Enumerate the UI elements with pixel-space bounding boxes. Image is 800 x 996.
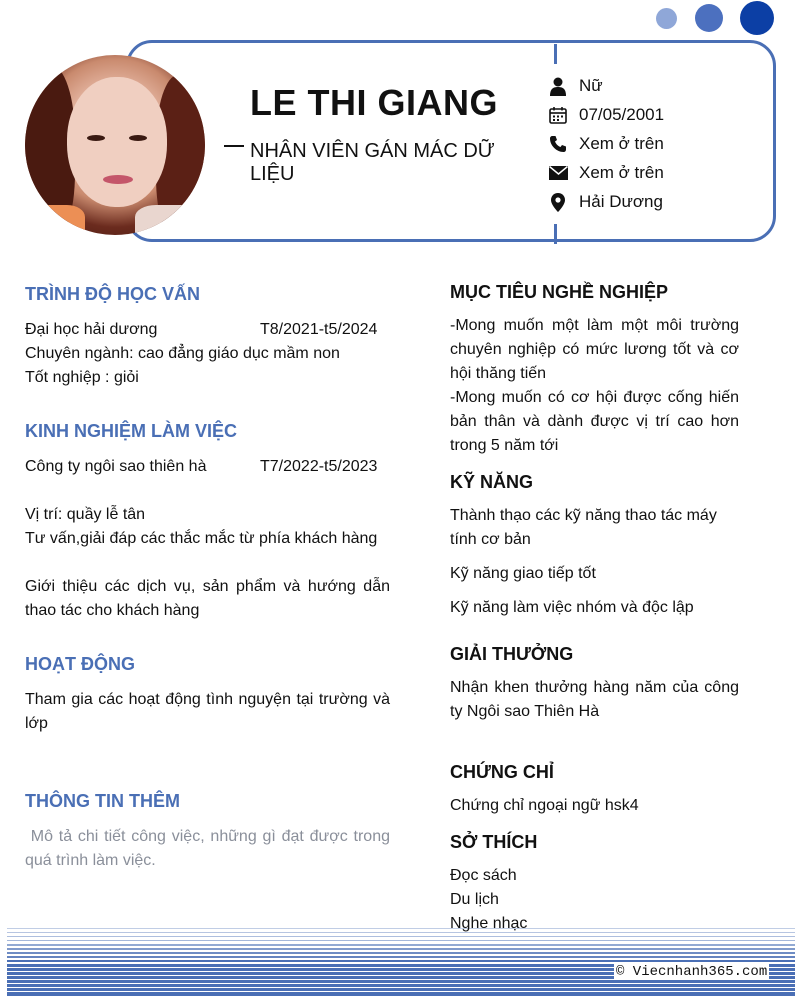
skills-title: KỸ NĂNG — [450, 472, 534, 492]
birthdate-value: 07/05/2001 — [579, 105, 665, 124]
education-major: Chuyên ngành: cao đẳng giáo dục mầm non — [25, 345, 340, 362]
candidate-name: LE THI GIANG — [250, 82, 498, 123]
career-goal-1: -Mong muốn một làm một môi trường chuyên nghiệp có mức lương tốt và cơ hội thăng tiến — [450, 317, 739, 382]
decor-dot-light — [656, 8, 677, 29]
career-goal-2: -Mong muốn có cơ hội được cống hiến bản thân và dành được vị trí cao hơn trong 5 năm tới — [450, 389, 739, 454]
activities-text: Tham gia các hoạt động tình nguyện tại trường và lớp — [25, 691, 390, 732]
hobby-item: Đọc sách — [450, 867, 517, 884]
education-graduation: Tốt nghiệp : giỏi — [25, 369, 139, 386]
contact-phone — [548, 133, 664, 155]
gender-value: Nữ — [579, 76, 603, 95]
footer-copyright: © Viecnhanh365.com — [616, 964, 768, 980]
person-icon — [548, 76, 568, 96]
education-period: T8/2021-t5/2024 — [260, 321, 378, 338]
map-pin-icon — [548, 192, 568, 212]
skill-item: Kỹ năng giao tiếp tốt — [450, 565, 596, 582]
experience-position: Vị trí: quầy lễ tân — [25, 506, 146, 523]
awards-text: Nhận khen thưởng hàng năm của công ty Ngôi sao Thiên Hà — [450, 679, 739, 720]
experience-duty-1: Tư vấn,giải đáp các thắc mắc từ phía khách hàng — [25, 530, 378, 547]
activities-title: HOẠT ĐỘNG — [25, 654, 135, 674]
contact-location — [548, 191, 663, 213]
education-title: TRÌNH ĐỘ HỌC VẤN — [25, 284, 200, 304]
title-dash — [224, 145, 244, 147]
experience-period: T7/2022-t5/2023 — [260, 458, 378, 475]
avatar — [25, 55, 205, 235]
experience-title: KINH NGHIỆM LÀM VIỆC — [25, 421, 238, 441]
contact-gender — [548, 75, 603, 97]
calendar-icon — [548, 105, 568, 125]
additional-info-text: Mô tả chi tiết công việc, những gì đạt được trong quá trình làm việc. — [25, 828, 395, 869]
education-school: Đại học hải dương — [25, 321, 158, 338]
experience-duty-2: Giới thiệu các dịch vụ, sản phẩm và hướng dẫn thao tác cho khách hàng — [25, 578, 390, 619]
certificates-text: Chứng chỉ ngoại ngữ hsk4 — [450, 797, 639, 814]
email-value: Xem ở trên — [579, 163, 664, 182]
hobby-item: Nghe nhạc — [450, 915, 528, 932]
decor-dot-dark — [740, 1, 774, 35]
skill-item: Kỹ năng làm việc nhóm và độc lập — [450, 599, 694, 616]
phone-value: Xem ở trên — [579, 134, 664, 153]
envelope-icon — [548, 163, 568, 183]
awards-title: GIẢI THƯỞNG — [450, 644, 574, 664]
phone-icon — [548, 134, 568, 154]
skill-item: Thành thạo các kỹ năng thao tác máy tính cơ bản — [450, 507, 717, 548]
additional-info-title: THÔNG TIN THÊM — [25, 791, 180, 811]
career-goal-title: MỤC TIÊU NGHỀ NGHIỆP — [450, 282, 669, 302]
job-title: NHÂN VIÊN GÁN MÁC DỮ LIỆU — [250, 140, 495, 185]
decor-dot-mid — [695, 4, 723, 32]
location-value: Hải Dương — [579, 192, 663, 211]
contact-birthdate — [548, 104, 664, 126]
hobbies-title: SỞ THÍCH — [450, 832, 538, 852]
hobby-item: Du lịch — [450, 891, 499, 908]
certificates-title: CHỨNG CHỈ — [450, 762, 554, 782]
footer-stripes — [7, 928, 795, 996]
contact-email — [548, 162, 664, 184]
experience-company: Công ty ngôi sao thiên hà — [25, 458, 207, 475]
